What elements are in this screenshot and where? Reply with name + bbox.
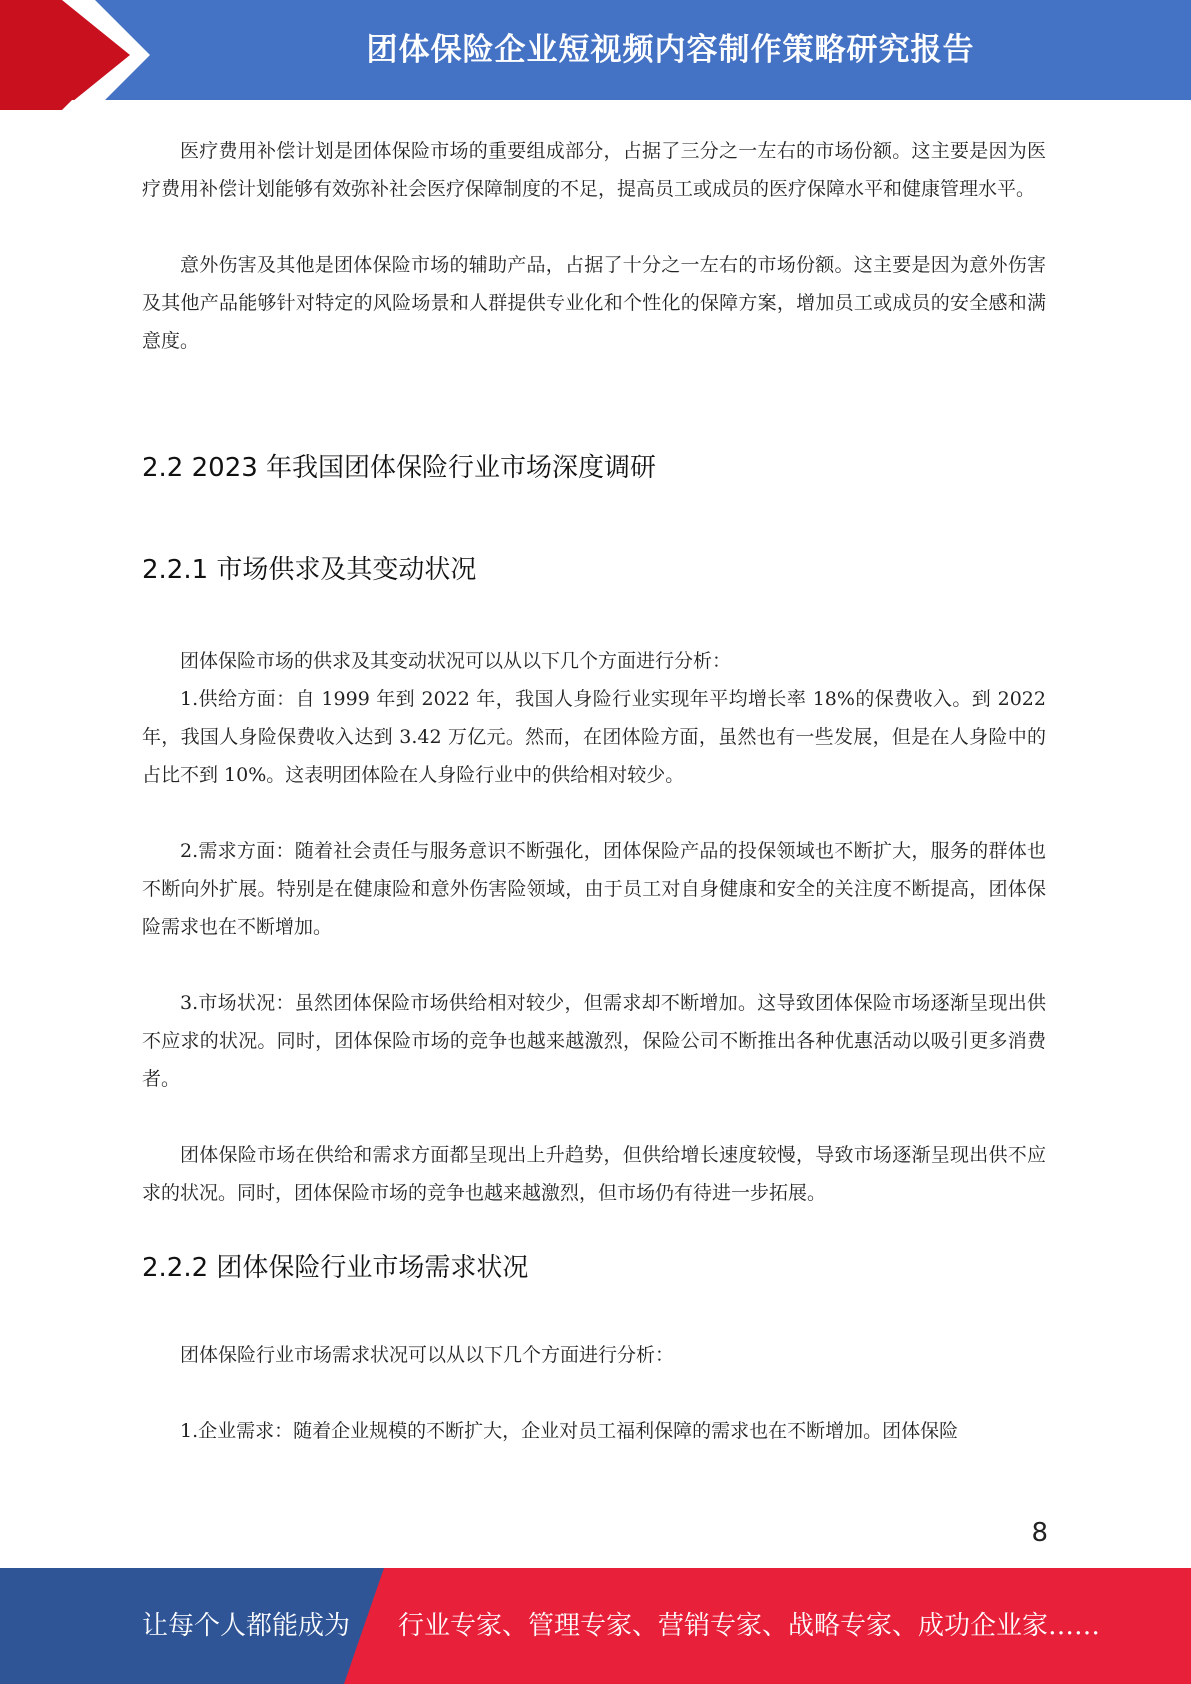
section-heading-2-2-2: 2.2.2 团体保险行业市场需求状况 (142, 1253, 529, 1283)
page-header (0, 0, 1191, 110)
list-item: 1.企业需求：随着企业规模的不断扩大，企业对员工福利保障的需求也在不断增加。团体保险 (180, 1420, 959, 1442)
page-number: 8 (1031, 1518, 1048, 1548)
list-item: 2.需求方面：随着社会责任与服务意识不断强化，团体保险产品的投保领域也不断扩大，服务的群体也不断向外扩展。特别是在健康险和意外伤害险领域，由于员工对自身健康和安全的关注度不断提高，团体保险需求也在不断增加。 (142, 840, 1046, 938)
paragraph: 团体保险行业市场需求状况可以从以下几个方面进行分析： (180, 1344, 675, 1366)
list-item: 3.市场状况：虽然团体保险市场供给相对较少，但需求却不断增加。这导致团体保险市场逐渐呈现出供不应求的状况。同时，团体保险市场的竞争也越来越激烈，保险公司不断推出各种优惠活动以吸引更多消费者。 (142, 992, 1046, 1090)
page-content (142, 132, 1046, 1450)
paragraph: 团体保险市场在供给和需求方面都呈现出上升趋势，但供给增长速度较慢，导致市场逐渐呈现出供不应求的状况。同时，团体保险市场的竞争也越来越激烈，但市场仍有待进一步拓展。 (142, 1144, 1046, 1204)
paragraph: 团体保险市场的供求及其变动状况可以从以下几个方面进行分析： (180, 650, 732, 672)
page-footer (0, 1568, 1191, 1684)
section-heading-2-2: 2.2 2023 年我国团体保险行业市场深度调研 (142, 453, 657, 483)
section-heading-2-2-1: 2.2.1 市场供求及其变动状况 (142, 555, 477, 585)
footer-slogan-right: 行业专家、管理专家、营销专家、战略专家、成功企业家…… (398, 1611, 1101, 1641)
paragraph: 意外伤害及其他是团体保险市场的辅助产品，占据了十分之一左右的市场份额。这主要是因为意外伤害及其他产品能够针对特定的风险场景和人群提供专业化和个性化的保障方案，增加员工或成员的安全感和满意度。 (142, 254, 1046, 352)
list-item: 1.供给方面：自 1999 年到 2022 年，我国人身险行业实现年平均增长率 18%的保费收入。到 2022 年，我国人身险保费收入达到 3.42 万亿元。然而，在团体险方面，虽然也有一些发展，但是在人身险中的占比不到 10%。这表明团体险在人身险行业中的供给相对较少。 (142, 688, 1046, 786)
paragraph: 医疗费用补偿计划是团体保险市场的重要组成部分，占据了三分之一左右的市场份额。这主要是因为医疗费用补偿计划能够有效弥补社会医疗保障制度的不足，提高员工或成员的医疗保障水平和健康管理水平。 (142, 140, 1046, 200)
header-title: 团体保险企业短视频内容制作策略研究报告 (366, 32, 975, 68)
footer-slogan-left: 让每个人都能成为 (142, 1611, 351, 1641)
